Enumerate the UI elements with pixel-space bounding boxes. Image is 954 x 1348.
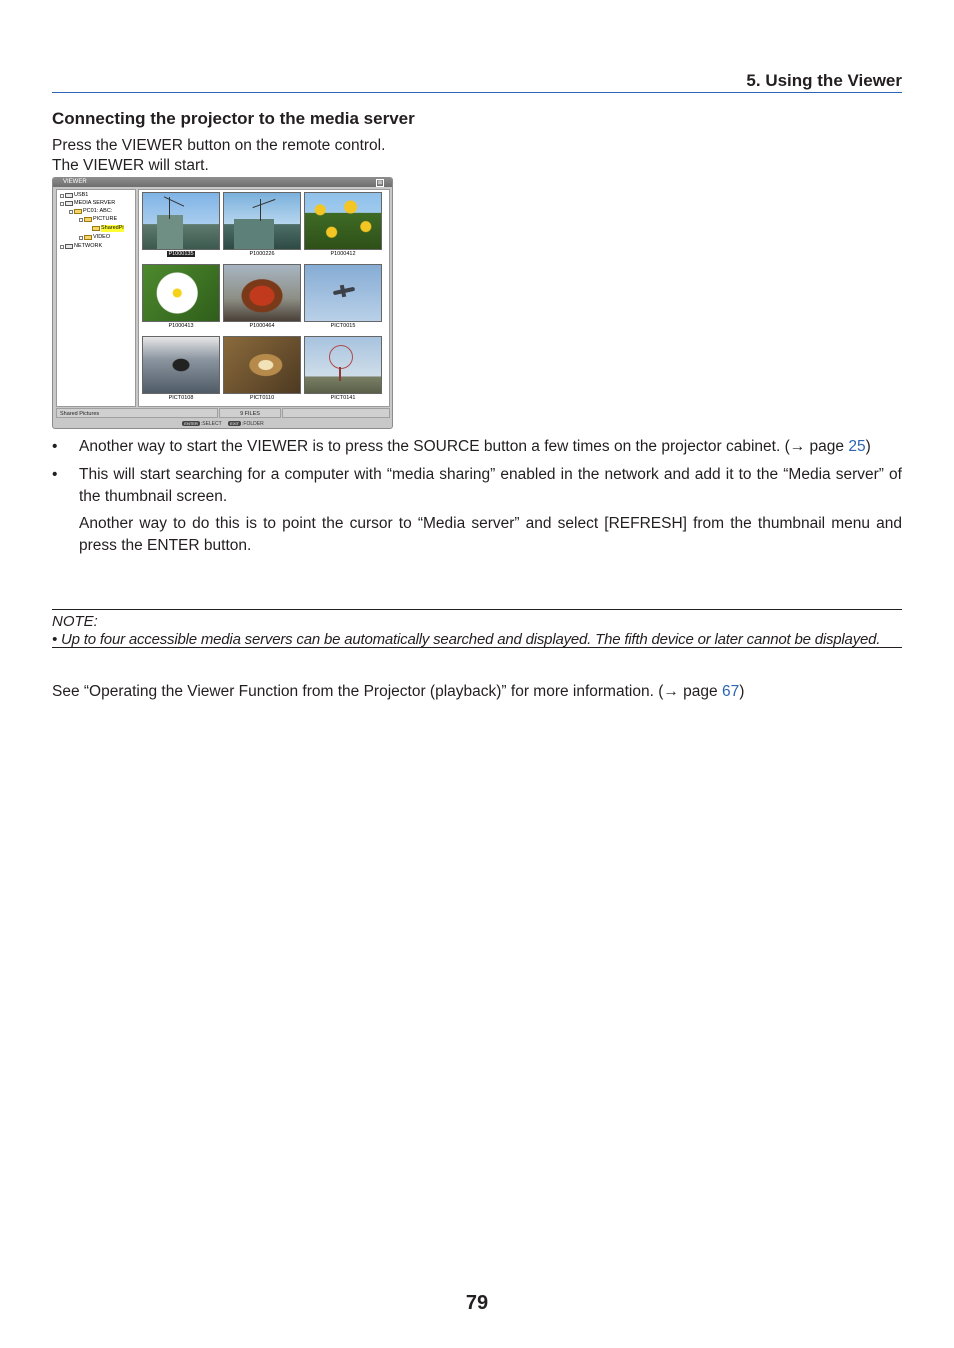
thumbnail-item[interactable] xyxy=(142,264,220,336)
thumbnail-caption: PICT0110 xyxy=(249,395,275,401)
viewer-status-bar xyxy=(56,408,390,418)
page-link-67[interactable]: 67 xyxy=(721,683,740,700)
status-folder-name: Shared Pictures xyxy=(56,408,218,418)
header-rule xyxy=(52,92,902,93)
thumbnail-image xyxy=(223,264,301,322)
thumbnail-caption: PICT0108 xyxy=(168,395,194,401)
enter-key-icon: ENTER xyxy=(184,421,198,426)
folder-icon xyxy=(92,226,100,231)
see-more-text: See “Operating the Viewer Function from the Projector (playback)” for more information. (→ page 67) xyxy=(52,683,745,700)
thumbnail-grid xyxy=(138,189,390,407)
thumbnail-caption: P1000226 xyxy=(249,251,275,257)
expand-icon[interactable] xyxy=(60,202,64,206)
thumbnail-item[interactable] xyxy=(223,264,301,336)
note-item: • Up to four accessible media servers can be automatically searched and displayed. The fifth device or later cannot be displayed. xyxy=(52,631,881,648)
tree-item-pc01[interactable]: PC01: ABC: xyxy=(69,208,112,215)
intro-text xyxy=(52,136,385,176)
bullet-sub-paragraph: Another way to do this is to point the cursor to “Media server” and select [REFRESH] from the thumbnail menu and press the ENTER button. xyxy=(79,515,902,554)
thumbnail-image xyxy=(304,192,382,250)
network-icon xyxy=(65,244,73,249)
thumbnail-caption: P1000135 xyxy=(168,251,194,257)
tree-item-picture[interactable]: PICTURE xyxy=(79,216,117,223)
expand-icon[interactable] xyxy=(79,218,83,222)
drive-icon xyxy=(65,193,73,198)
viewer-title: VIEWER xyxy=(63,179,87,185)
tree-item-sharedpictures[interactable]: SharedPi xyxy=(92,225,124,232)
thumbnail-caption: P1000412 xyxy=(330,251,356,257)
page-header-title: 5. Using the Viewer xyxy=(746,71,902,90)
thumbnail-item[interactable] xyxy=(142,336,220,408)
close-icon[interactable]: ⊠ xyxy=(377,180,383,186)
expand-icon[interactable] xyxy=(60,194,64,198)
thumbnail-caption: P1000464 xyxy=(249,323,275,329)
page-link-25[interactable]: 25 xyxy=(848,438,866,455)
thumbnail-item[interactable] xyxy=(304,192,382,264)
help-select-label: :SELECT xyxy=(200,421,222,427)
thumbnail-image xyxy=(223,192,301,250)
intro-line-1: Press the VIEWER button on the remote control. xyxy=(52,137,386,154)
thumbnail-image xyxy=(223,336,301,394)
section-title: Connecting the projector to the media server xyxy=(52,109,415,128)
thumbnail-image xyxy=(142,336,220,394)
thumbnail-item[interactable] xyxy=(304,336,382,408)
bullet-item: • This will start searching for a computer with “media sharing” enabled in the network and add it to the “Media server” of the thumbnail screen. xyxy=(52,466,902,505)
help-folder-label: :FOLDER xyxy=(242,421,264,427)
thumbnail-image xyxy=(142,264,220,322)
viewer-window xyxy=(52,177,393,429)
bullet-dot: • xyxy=(52,438,58,455)
viewer-help-bar xyxy=(53,420,392,429)
folder-tree xyxy=(56,189,136,407)
tree-item-network[interactable]: NETWORK xyxy=(60,243,102,250)
thumbnail-item[interactable] xyxy=(304,264,382,336)
intro-line-2: The VIEWER will start. xyxy=(52,157,209,174)
note-box xyxy=(52,609,902,648)
folder-icon xyxy=(84,217,92,222)
bullet-list xyxy=(52,436,902,557)
thumbnail-image xyxy=(304,336,382,394)
page-number: 79 xyxy=(465,1292,489,1314)
thumbnail-item[interactable] xyxy=(223,336,301,408)
tree-item-media-server[interactable]: MEDIA SERVER xyxy=(60,200,115,207)
expand-icon[interactable] xyxy=(60,245,64,249)
status-extra xyxy=(282,408,390,418)
thumbnail-caption: PICT0141 xyxy=(330,395,356,401)
bullet-item: • Another way to start the VIEWER is to press the SOURCE button a few times on the projector cabinet. (→ page 25) xyxy=(52,436,902,458)
thumbnail-caption: P1000413 xyxy=(168,323,194,329)
thumbnail-caption: PICT0015 xyxy=(330,323,356,329)
note-label: NOTE: xyxy=(52,613,98,630)
server-icon xyxy=(65,201,73,206)
tree-item-video[interactable]: VIDEO xyxy=(79,234,110,241)
thumbnail-image xyxy=(142,192,220,250)
exit-key-icon: EXIT xyxy=(230,421,240,426)
bullet-dot: • xyxy=(52,466,58,483)
thumbnail-image xyxy=(304,264,382,322)
viewer-titlebar xyxy=(53,178,392,187)
expand-icon[interactable] xyxy=(69,210,73,214)
status-file-count: 9 FILES xyxy=(219,408,281,418)
expand-icon[interactable] xyxy=(79,236,83,240)
thumbnail-item[interactable] xyxy=(142,192,220,264)
thumbnail-item[interactable] xyxy=(223,192,301,264)
folder-icon xyxy=(84,235,92,240)
folder-icon xyxy=(74,209,82,214)
tree-item-usb1[interactable]: USB1 xyxy=(60,192,88,199)
